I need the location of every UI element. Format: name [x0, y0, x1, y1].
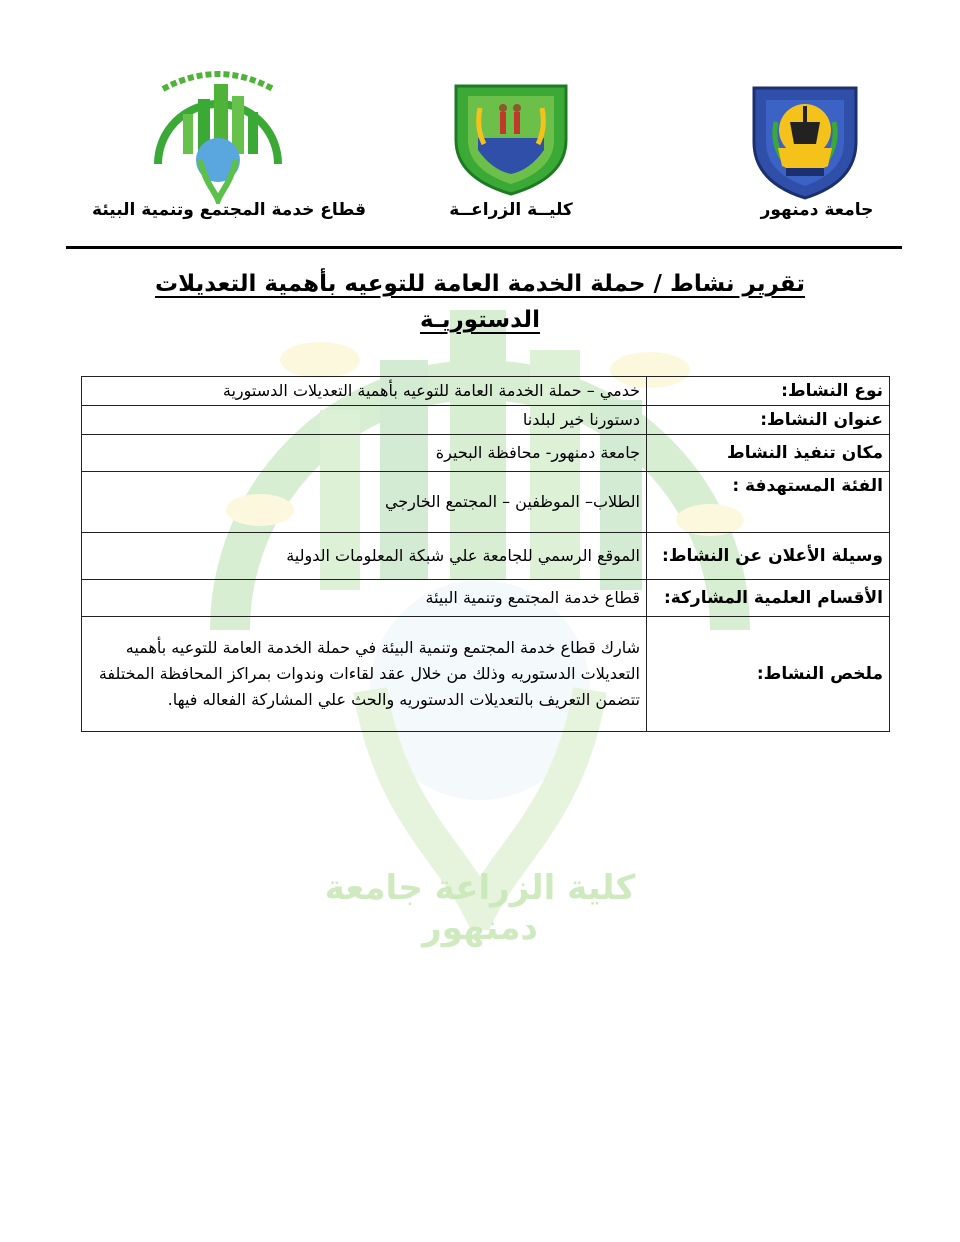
target-group-label: الفئة المستهدفة :	[647, 472, 890, 533]
participating-departments-label: الأقسام العلمية المشاركة:	[647, 580, 890, 617]
announcement-method-value: الموقع الرسمي للجامعة علي شبكة المعلومات الدولية	[82, 533, 647, 580]
activity-type-value: خدمي – حملة الخدمة العامة للتوعيه بأهمية التعديلات الدستورية	[82, 377, 647, 406]
table-row-activity-summary	[82, 617, 890, 732]
report-title-line2: الدستوريـة	[420, 307, 540, 333]
activity-type-label: نوع النشاط:	[647, 377, 890, 406]
activity-title-value: دستورنا خير لبلدنا	[82, 406, 647, 435]
report-title-line1: تقرير نشاط / حملة الخدمة العامة للتوعيه بأهمية التعديلات	[155, 271, 805, 297]
target-group-value: الطلاب– الموظفين – المجتمع الخارجي	[82, 472, 647, 533]
table-row-participating-departments	[82, 580, 890, 617]
table-row-target-group	[82, 472, 890, 533]
activity-title-label: عنوان النشاط:	[647, 406, 890, 435]
activity-location-label: مكان تنفيذ النشاط	[647, 435, 890, 472]
faculty-of-agriculture-caption: كليــة الزراعــة	[449, 200, 573, 220]
damanhour-university-caption: جامعة دمنهور	[760, 200, 874, 220]
damanhour-university-logo-icon	[750, 82, 860, 200]
watermark-text: كلية الزراعة جامعة دمنهور	[324, 868, 636, 948]
participating-departments-value: قطاع خدمة المجتمع وتنمية البيئة	[82, 580, 647, 617]
community-service-logo-icon	[128, 64, 308, 204]
table-row-announcement-method	[82, 533, 890, 580]
activity-details-table	[81, 376, 890, 732]
activity-summary-value: شارك قطاع خدمة المجتمع وتنمية البيئة في حملة الخدمة العامة للتوعيه بأهميه التعديلات الدستوريه وذلك من خلال عقد لقاءات وندوات بمراكز المحافظة المختلفة تتضمن التعريف بالتعديلات الدستوريه والحث علي المشاركة الفعاله فيها.	[82, 617, 647, 732]
table-row-activity-location	[82, 435, 890, 472]
activity-location-value: جامعة دمنهور- محافظة البحيرة	[82, 435, 647, 472]
announcement-method-label: وسيلة الأعلان عن النشاط:	[647, 533, 890, 580]
report-title	[130, 266, 830, 338]
table-row-activity-type	[82, 377, 890, 406]
community-service-sector-caption: قطاع خدمة المجتمع وتنمية البيئة	[92, 200, 366, 220]
activity-summary-label: ملخص النشاط:	[647, 617, 890, 732]
header-divider	[66, 246, 902, 249]
table-row-activity-title	[82, 406, 890, 435]
faculty-of-agriculture-logo-icon	[450, 78, 572, 196]
